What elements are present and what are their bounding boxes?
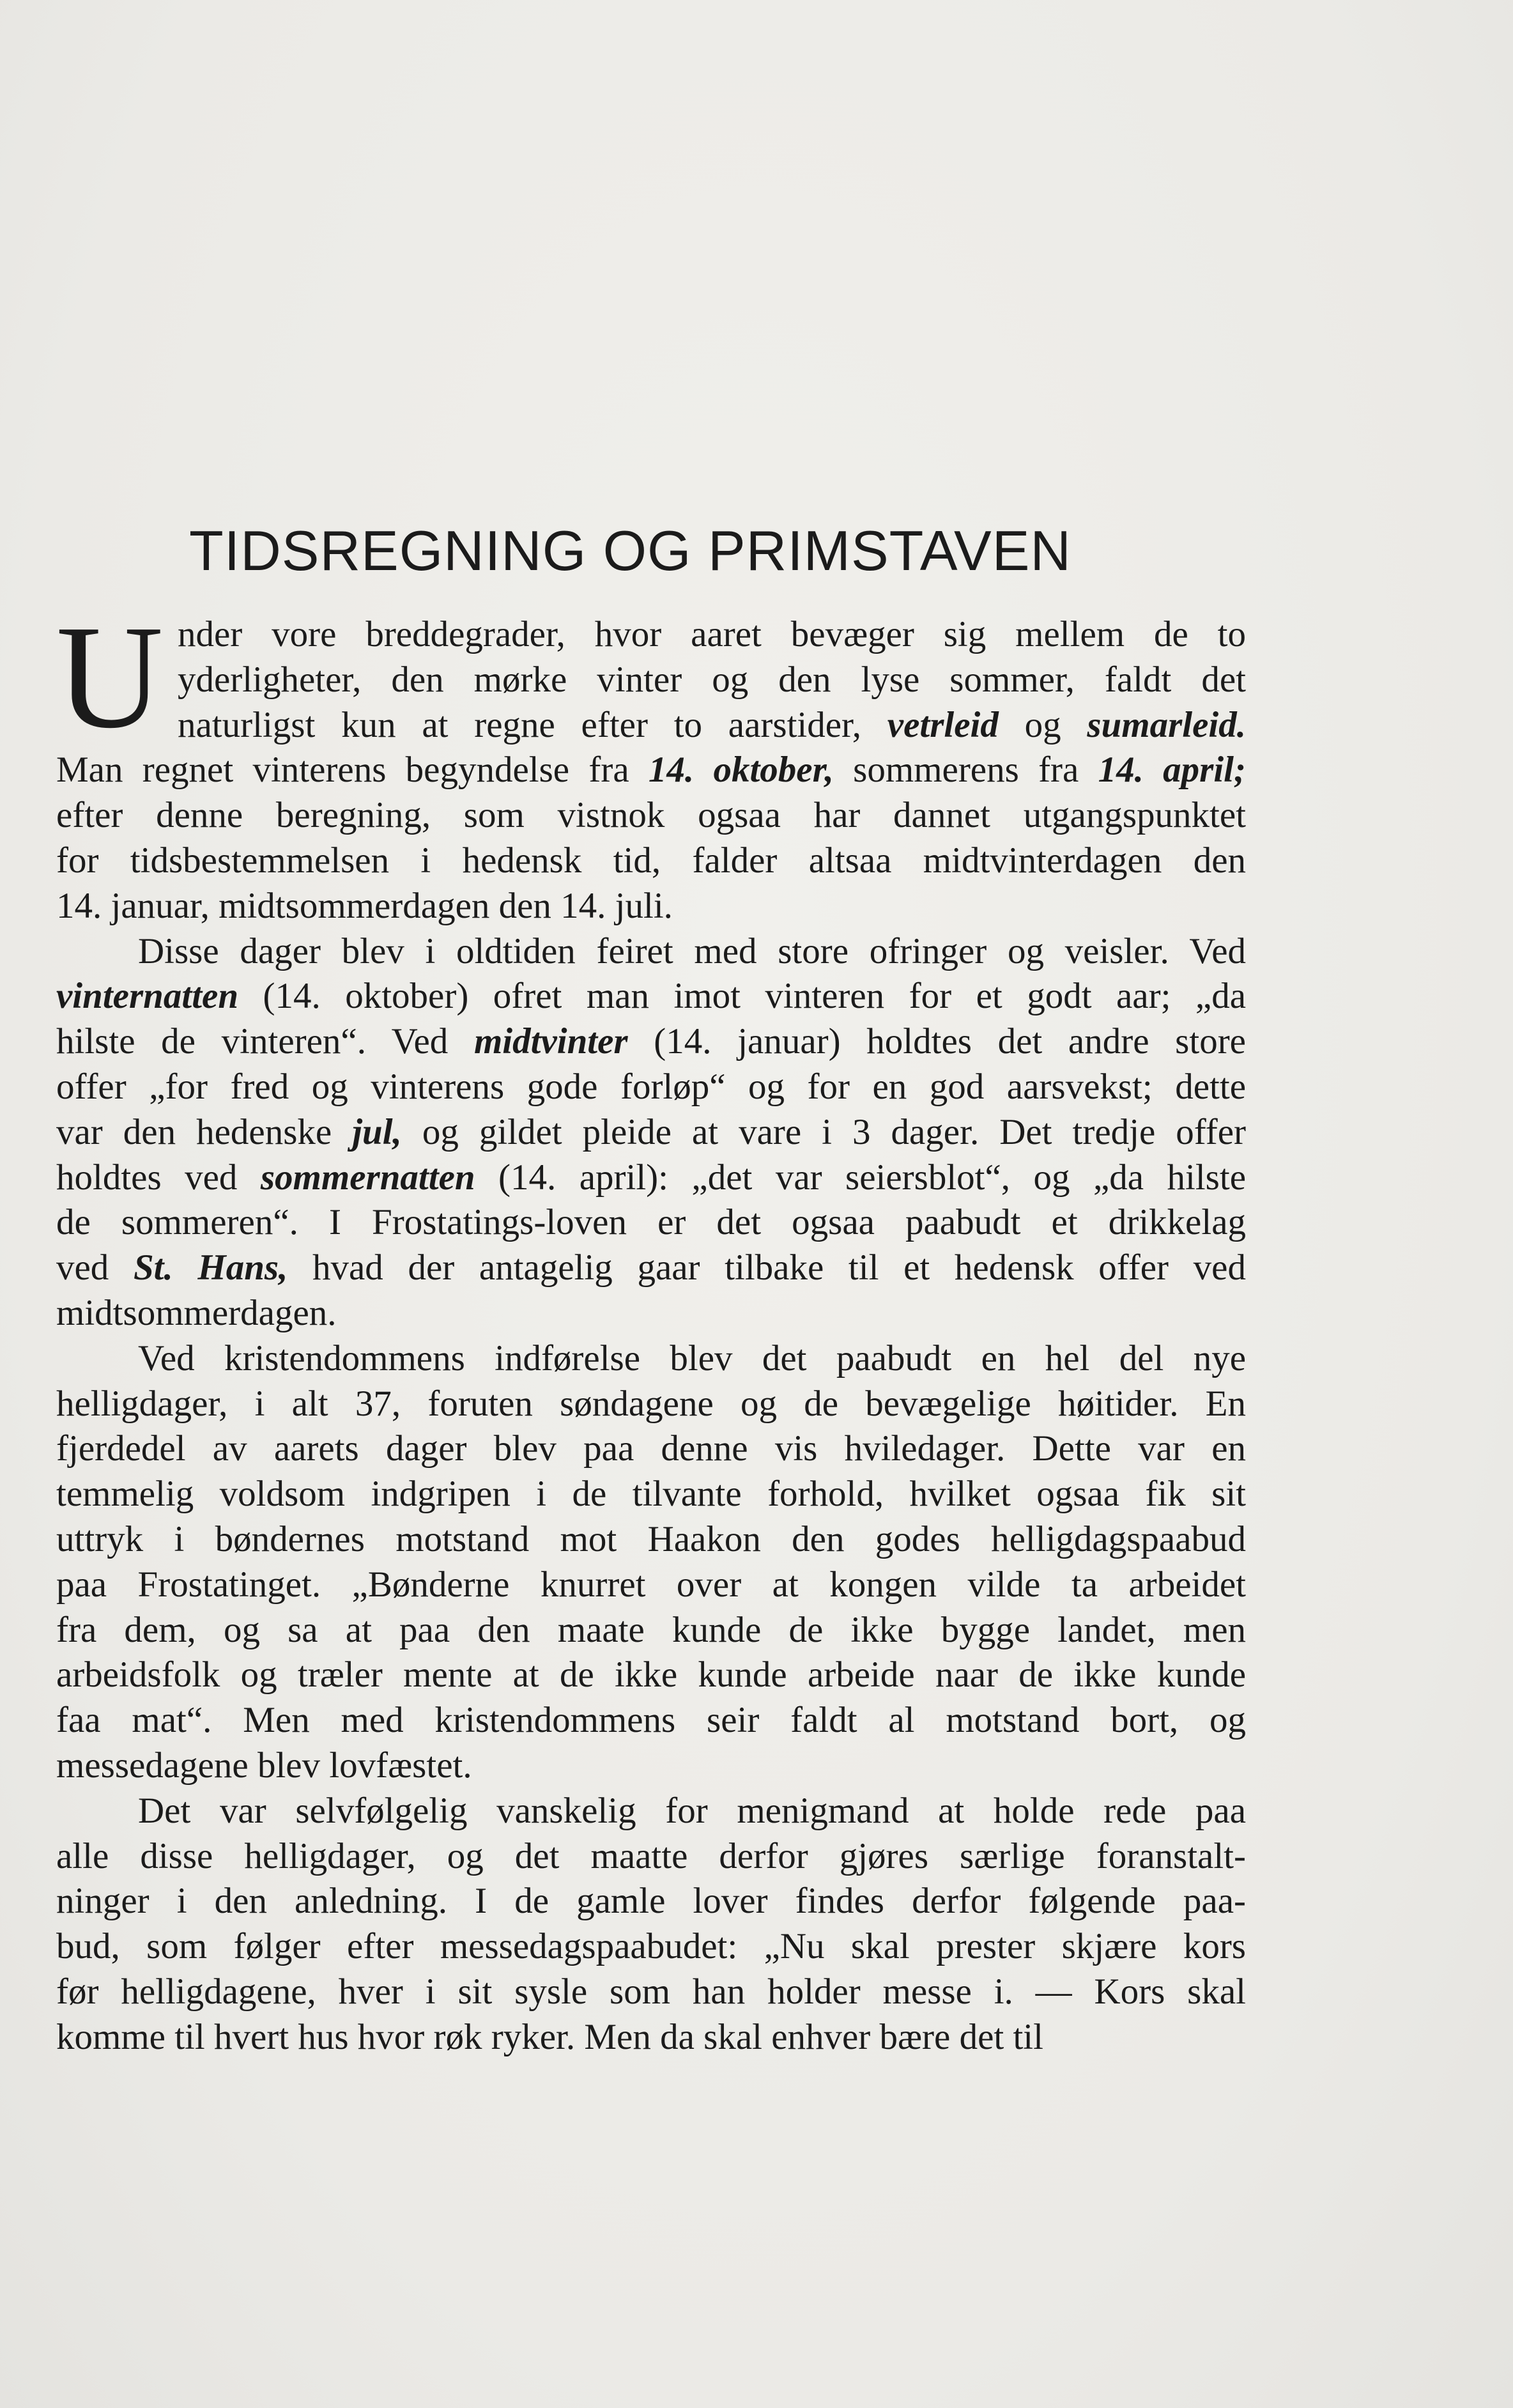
text-segment: faa mat“. Men med kristendommens seir faldt al motstand bort, og [56,1700,1246,1741]
text-line [56,1698,1246,1743]
text-line [56,1019,1246,1065]
text-segment: for tidsbestemmelsen i hedensk tid, falder altsaa midtvinterdagen den [56,840,1246,881]
text-line [56,1336,1246,1382]
text-segment: 14. januar, midtsommerdagen den 14. juli. [56,885,673,926]
body-text [56,595,1247,2060]
text-line [56,1563,1246,1608]
text-segment: paa Frostatinget. „Bønderne knurret over at kongen vilde ta arbeidet [56,1564,1246,1605]
drop-cap: U [56,595,164,759]
chapter-title: TIDSREGNING OG PRIMSTAVEN [189,519,1071,582]
text-line [56,2015,1246,2060]
text-line [56,1426,1246,1472]
text-segment: fra dem, og sa at paa den maate kunde de ikke bygge landet, men [56,1609,1246,1650]
text-line [56,793,1246,838]
text-segment: temmelig voldsom indgripen i de tilvante forhold, hvilket ogsaa fik sit [56,1474,1246,1515]
text-segment: holdtes ved [56,1157,261,1198]
text-segment: før helligdagene, hver i sit sysle som han holder messe i. — Kors skal [56,1971,1246,2012]
text-segment: (14. oktober) ofret man imot vinteren for et godt aar; „da [238,976,1246,1017]
text-segment: alle disse helligdager, og det maatte derfor gjøres særlige foranstalt- [56,1835,1246,1876]
text-line [56,1472,1246,1517]
text-line [56,612,1246,658]
text-segment: og [998,704,1087,745]
emphasis-text: vetrleid [887,704,999,745]
text-segment: de sommeren“. I Frostatings-loven er det ogsaa paabudt et drikkelag [56,1202,1246,1243]
text-line [56,1743,1246,1789]
text-line [56,929,1246,975]
emphasis-text: sommernatten [260,1157,475,1198]
text-line [56,1608,1246,1653]
text-segment: ninger i den anledning. I de gamle lover findes derfor følgende paa- [56,1881,1246,1922]
text-segment: midtsommerdagen. [56,1292,337,1333]
text-segment: nder vore breddegrader, hvor aaret bevæger sig mellem de to [178,614,1246,654]
text-line [56,1879,1246,1924]
text-line [56,884,1246,929]
text-segment: efter denne beregning, som vistnok ogsaa har dannet utgangspunktet [56,795,1246,836]
text-segment: Ved kristendommens indførelse blev det paabudt en hel del nye [138,1338,1246,1378]
text-line [56,1834,1246,1879]
text-segment: naturligst kun at regne efter to aarstider, [178,704,887,745]
text-line [56,1110,1246,1155]
text-segment: var den hedenske [56,1111,353,1152]
emphasis-text: 14. april; [1098,750,1246,791]
text-segment: yderligheter, den mørke vinter og den lyse sommer, faldt det [178,659,1246,700]
emphasis-text: vinternatten [56,976,239,1017]
text-segment: sommerens fra [833,750,1098,791]
text-line [56,974,1246,1019]
text-segment: fjerdedel av aarets dager blev paa denne vis hviledager. Dette var en [56,1428,1246,1469]
text-line [56,1382,1246,1427]
text-line [56,1065,1246,1110]
text-segment: ved [56,1247,134,1288]
text-segment: messedagene blev lovfæstet. [56,1745,472,1786]
text-segment: (14. april): „det var seiersblot“, og „da hilste [475,1157,1246,1198]
emphasis-text: jul, [352,1111,402,1152]
text-segment: Det var selvfølgelig vanskelig for menigmand at holde rede paa [138,1790,1246,1831]
text-segment: hvad der antagelig gaar tilbake til et hedensk offer ved [288,1247,1246,1288]
emphasis-text: sumarleid. [1087,704,1247,745]
text-segment: offer „for fred og vinterens gode forløp“ og for en god aarsvekst; dette [56,1066,1246,1107]
text-line [56,1924,1246,1970]
emphasis-text: St. Hans, [133,1247,288,1288]
text-segment: og gildet pleide at vare i 3 dager. Det tredje offer [401,1111,1246,1152]
emphasis-text: midtvinter [473,1021,628,1062]
text-line [56,1291,1246,1336]
text-segment: arbeidsfolk og træler mente at de ikke kunde arbeide naar de ikke kunde [56,1655,1246,1695]
text-line [56,748,1246,793]
text-line [56,1653,1246,1698]
text-segment: Disse dager blev i oldtiden feiret med store ofringer og veisler. Ved [138,930,1246,971]
text-line [56,1970,1246,2015]
text-line [56,703,1246,748]
text-segment: Man regnet vinterens begyndelse fra [56,750,649,791]
text-line [56,1246,1246,1291]
text-segment: (14. januar) holdtes det andre store [627,1021,1246,1062]
text-segment: bud, som følger efter messedagspaabudet: „Nu skal prester skjære kors [56,1926,1246,1967]
text-line [56,1517,1246,1563]
text-segment: hilste de vinteren“. Ved [56,1021,474,1062]
text-segment: helligdager, i alt 37, foruten søndagene og de bevægelige høitider. En [56,1383,1246,1424]
text-line [56,658,1246,703]
text-segment: uttryk i bøndernes motstand mot Haakon den godes helligdagspaabud [56,1518,1246,1559]
text-line [56,1155,1246,1201]
text-segment: komme til hvert hus hvor røk ryker. Men da skal enhver bære det til [56,2016,1043,2057]
emphasis-text: 14. oktober, [648,750,834,791]
text-line [56,838,1246,884]
text-line [56,1200,1246,1246]
text-line [56,1789,1246,1834]
